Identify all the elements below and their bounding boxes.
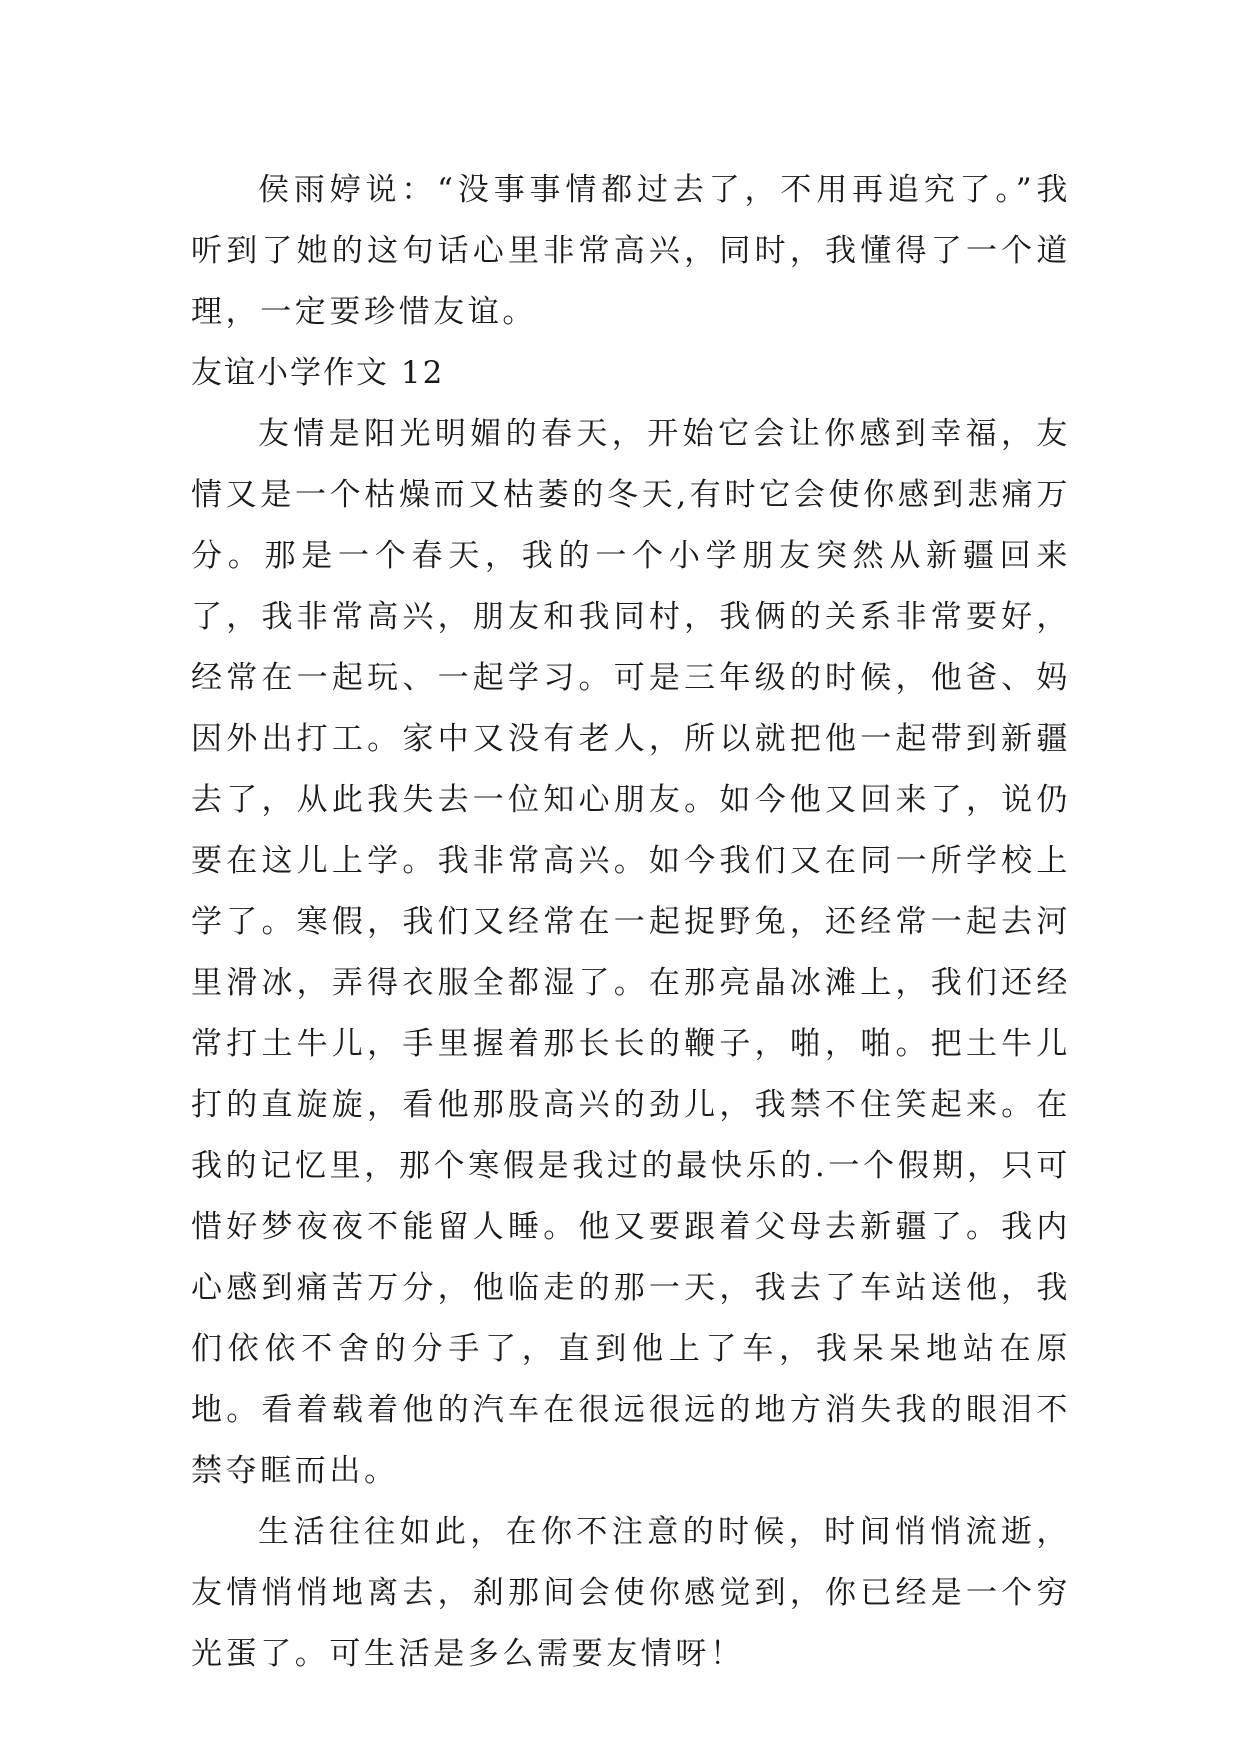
essay-title: 友谊小学作文 12 — [191, 355, 445, 391]
paragraph-dialogue: 侯雨婷说：“没事事情都过去了，不用再追究了。”我听到了她的这句话心里非常高兴，同时，我懂得了一个道理，一定要珍惜友谊。 — [191, 172, 1071, 330]
paragraph-conclusion: 生活往往如此，在你不注意的时候，时间悄悄流逝，友情悄悄地离去，刹那间会使你感觉到，你已经是一个穷光蛋了。可生活是多么需要友情呀！ — [191, 1514, 1071, 1672]
paragraph-story: 友情是阳光明媚的春天，开始它会让你感到幸福，友情又是一个枯燥而又枯萎的冬天,有时它会使你感到悲痛万分。那是一个春天，我的一个小学朋友突然从新疆回来了，我非常高兴，朋友和我同村，我俩的关系非常要好，经常在一起玩、一起学习。可是三年级的时候，他爸、妈因外出打工。家中又没有老人，所以就把他一起带到新疆去了，从此我失去一位知心朋友。如今他又回来了，说仍要在这儿上学。我非常高兴。如今我们又在同一所学校上学了。寒假，我们又经常在一起捉野兔，还经常一起去河里滑冰，弄得衣服全都湿了。在那亮晶冰滩上，我们还经常打土牛儿，手里握着那长长的鞭子，啪，啪。把土牛儿打的直旋旋，看他那股高兴的劲儿，我禁不住笑起来。在我的记忆里，那个寒假是我过的最快乐的.一个假期，只可惜好梦夜夜不能留人睡。他又要跟着父母去新疆了。我内心感到痛苦万分，他临走的那一天，我去了车站送他，我们依依不舍的分手了，直到他上了车，我呆呆地站在原地。看着载着他的汽车在很远很远的地方消失我的眼泪不禁夺眶而出。 — [191, 416, 1071, 1489]
document-body — [191, 160, 1071, 1685]
